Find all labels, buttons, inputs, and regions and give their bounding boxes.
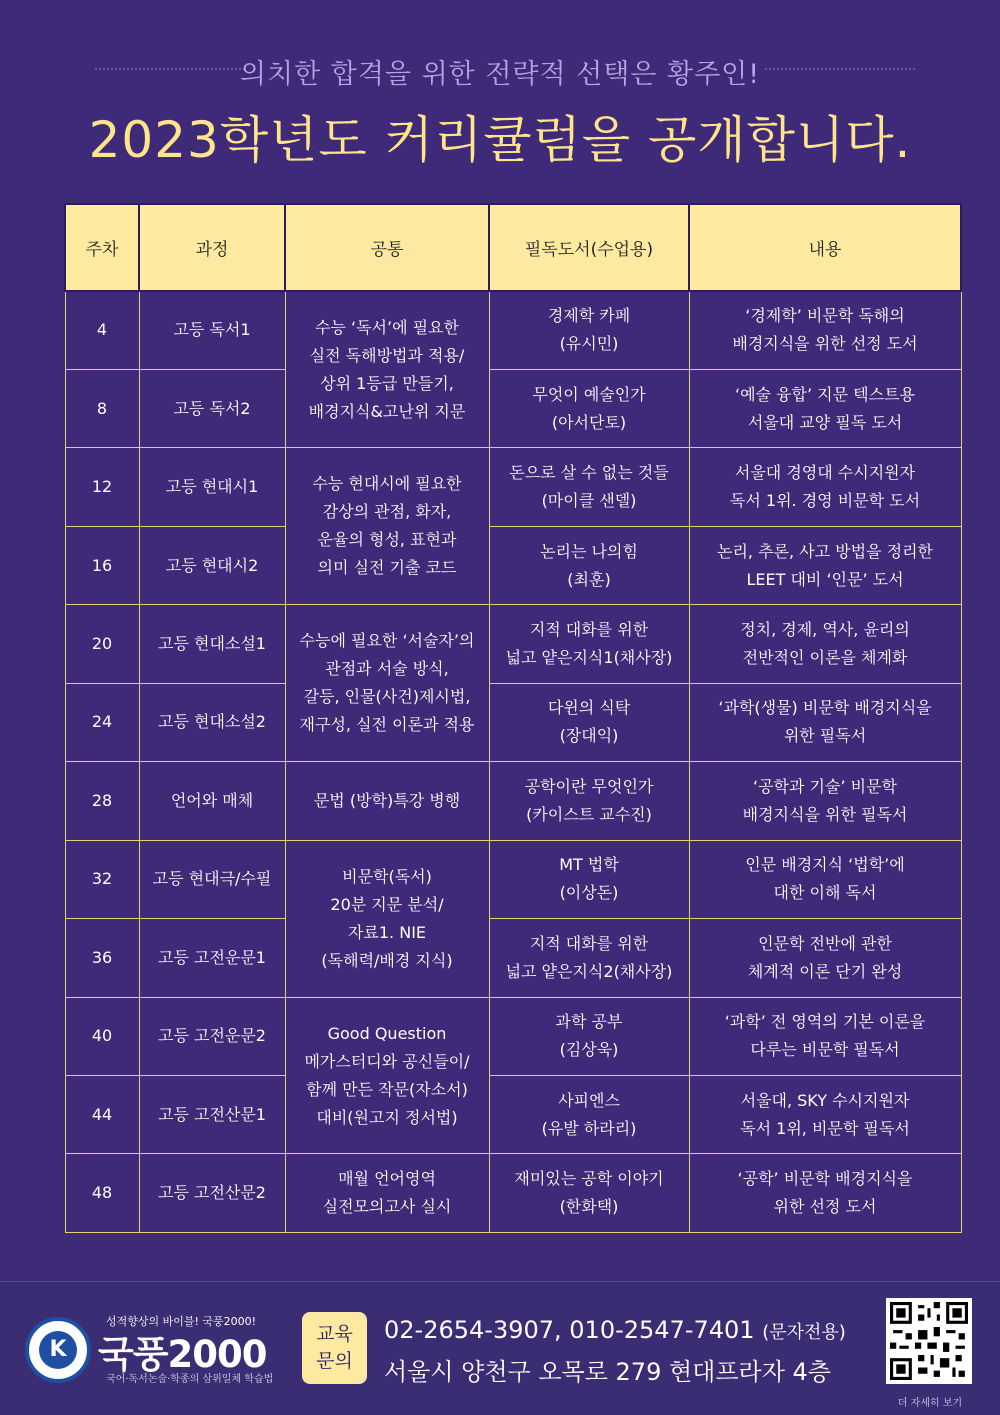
common-line: 운율의 형성, 표현과 — [317, 530, 457, 550]
common-cell — [285, 605, 489, 762]
book-line: 사피엔스 — [558, 1090, 620, 1110]
book-line: 경제학 카페 — [547, 306, 631, 326]
content-cell — [689, 369, 961, 447]
book-line: (한화택) — [559, 1197, 619, 1217]
qr-caption: 더 자세히 보기 — [897, 1398, 963, 1409]
week-cell: 4 — [65, 291, 139, 369]
common-cell — [285, 840, 489, 997]
book-line: (최훈) — [567, 569, 611, 589]
book-cell — [489, 919, 689, 997]
content-line: 독서 1위, 비문학 필독서 — [740, 1118, 910, 1138]
common-line: 갈등, 인물(사건)제시법, — [303, 687, 471, 707]
book-line: 지적 대화를 위한 — [529, 933, 649, 953]
common-line: 실전모의고사 실시 — [322, 1197, 452, 1217]
content-line: ‘공학’ 비문학 배경지식을 — [737, 1169, 913, 1189]
page-header — [0, 0, 1000, 200]
column-header-common: 공통 — [285, 204, 489, 291]
book-cell — [489, 840, 689, 918]
common-line: 문법 (방학)특강 병행 — [313, 790, 461, 810]
content-line: 정치, 경제, 역사, 윤리의 — [740, 620, 910, 640]
content-cell — [689, 762, 961, 840]
logo-emblem — [25, 1317, 91, 1383]
footer — [0, 1281, 1000, 1415]
table-row — [65, 919, 961, 997]
content-line: 대한 이해 독서 — [773, 883, 877, 903]
book-line: 공학이란 무엇인가 — [524, 776, 654, 796]
curriculum-table — [64, 203, 962, 1233]
course-cell: 고등 현대극/수필 — [139, 840, 285, 918]
content-cell — [689, 997, 961, 1075]
decorative-line-right — [765, 68, 915, 70]
phone-note: (문자전용) — [762, 1322, 846, 1343]
table-body — [65, 291, 961, 1233]
content-line: 다루는 비문학 필독서 — [750, 1040, 900, 1060]
content-line: 서울대 경영대 수시지원자 — [734, 463, 916, 483]
common-line: 재구성, 실전 이론과 적용 — [299, 715, 475, 735]
table-row — [65, 1154, 961, 1233]
content-line: 전반적인 이론을 체계화 — [742, 648, 908, 668]
content-line: ‘예술 융합’ 지문 텍스트용 — [735, 384, 915, 404]
week-cell: 16 — [65, 526, 139, 604]
common-line: 배경지식&고난위 지문 — [308, 401, 466, 421]
common-line: 수능에 필요한 ‘서술자’의 — [299, 631, 475, 651]
table-row — [65, 605, 961, 683]
week-cell: 24 — [65, 683, 139, 761]
table-row — [65, 762, 961, 840]
content-line: 서울대, SKY 수시지원자 — [740, 1090, 910, 1110]
column-header-book: 필독도서(수업용) — [489, 204, 689, 291]
book-line: 논리는 나의힘 — [540, 541, 638, 561]
content-line: 독서 1위. 경영 비문학 도서 — [729, 491, 921, 511]
book-cell — [489, 683, 689, 761]
book-line: 다윈의 식탁 — [547, 698, 631, 718]
content-line: 논리, 추론, 사고 방법을 정리한 — [717, 541, 933, 561]
book-line: (아서단토) — [551, 412, 627, 432]
book-line: 넓고 얕은지식1(채사장) — [505, 648, 673, 668]
course-cell: 언어와 매체 — [139, 762, 285, 840]
book-cell — [489, 448, 689, 526]
course-cell: 고등 고전산문1 — [139, 1076, 285, 1154]
content-cell — [689, 1154, 961, 1233]
course-cell: 고등 현대소설1 — [139, 605, 285, 683]
book-line: (카이스트 교수진) — [526, 804, 652, 824]
book-line: (장대익) — [559, 726, 619, 746]
book-cell — [489, 1076, 689, 1154]
week-cell: 8 — [65, 369, 139, 447]
week-cell: 32 — [65, 840, 139, 918]
phone-numbers — [384, 1316, 846, 1344]
table-row — [65, 683, 961, 761]
book-cell — [489, 605, 689, 683]
content-cell — [689, 919, 961, 997]
content-line: ‘과학’ 전 영역의 기본 이론을 — [724, 1012, 926, 1032]
column-header-week: 주차 — [65, 204, 139, 291]
content-line: 배경지식을 위한 필독서 — [742, 804, 908, 824]
common-line: 메가스터디와 공신들이/ — [304, 1051, 470, 1071]
book-cell — [489, 762, 689, 840]
course-cell: 고등 고전산문2 — [139, 1154, 285, 1233]
table-row — [65, 369, 961, 447]
table-row — [65, 448, 961, 526]
qr-code-icon — [890, 1302, 968, 1380]
common-line: 비문학(독서) — [342, 866, 432, 886]
book-cell — [489, 1154, 689, 1233]
phone-text: 02-2654-3907, 010-2547-7401 — [384, 1316, 755, 1344]
common-line: 수능 ‘독서’에 필요한 — [315, 317, 459, 337]
common-line: 대비(원고지 정서법) — [316, 1107, 458, 1127]
inquiry-label-line2: 문의 — [316, 1350, 353, 1372]
book-line: 지적 대화를 위한 — [529, 620, 649, 640]
book-line: 무엇이 예술인가 — [532, 384, 646, 404]
column-header-content: 내용 — [689, 204, 961, 291]
page-title: 2023학년도 커리큘럼을 공개합니다. — [88, 111, 912, 169]
content-line: ‘공학과 기술’ 비문학 — [753, 776, 897, 796]
content-line: 위한 선정 도서 — [773, 1197, 877, 1217]
column-header-course: 과정 — [139, 204, 285, 291]
content-line: 배경지식을 위한 선정 도서 — [732, 334, 918, 354]
book-line: 과학 공부 — [555, 1012, 623, 1032]
content-cell — [689, 840, 961, 918]
address: 서울시 양천구 오목로 279 현대프라자 4층 — [384, 1358, 831, 1386]
logo-k-icon: K — [39, 1331, 77, 1369]
content-line: LEET 대비 ‘인문’ 도서 — [746, 569, 904, 589]
book-line: (이상돈) — [559, 883, 619, 903]
week-cell: 12 — [65, 448, 139, 526]
page-subtitle: 의치한 합격을 위한 전략적 선택은 황주인! — [239, 59, 761, 90]
common-line: 20분 지문 분석/ — [330, 894, 444, 914]
logo-tagline: 성적향상의 바이블! 국풍2000! — [106, 1315, 257, 1328]
table-row — [65, 1076, 961, 1154]
content-line: 위한 필독서 — [783, 726, 867, 746]
week-cell: 40 — [65, 997, 139, 1075]
book-line: (김상욱) — [559, 1040, 619, 1060]
table-row — [65, 997, 961, 1075]
book-cell — [489, 369, 689, 447]
course-cell: 고등 현대소설2 — [139, 683, 285, 761]
book-line: MT 법학 — [559, 855, 619, 875]
common-line: 상위 1등급 만들기, — [320, 373, 454, 393]
common-cell — [285, 762, 489, 840]
course-cell: 고등 고전운문2 — [139, 997, 285, 1075]
course-cell: 고등 독서1 — [139, 291, 285, 369]
book-line: (마이클 샌델) — [541, 491, 637, 511]
content-cell — [689, 448, 961, 526]
inquiry-label-line1: 교육 — [316, 1323, 353, 1345]
inquiry-badge — [302, 1312, 367, 1384]
table-row — [65, 291, 961, 369]
content-cell — [689, 1076, 961, 1154]
book-cell — [489, 526, 689, 604]
common-line: Good Question — [327, 1023, 447, 1043]
qr-code[interactable] — [886, 1298, 972, 1384]
content-cell — [689, 291, 961, 369]
book-line: 돈으로 살 수 없는 것들 — [509, 463, 669, 483]
book-line: (유발 하라리) — [541, 1118, 637, 1138]
common-line: 의미 실전 기출 코드 — [317, 558, 457, 578]
week-cell: 44 — [65, 1076, 139, 1154]
logo-brand: 국풍2000 — [98, 1333, 267, 1376]
table-header-row — [65, 204, 961, 291]
logo-subtext: 국어·독서논술·학종의 삼위일체 학습법 — [106, 1374, 274, 1385]
table-row — [65, 840, 961, 918]
common-line: 수능 현대시에 필요한 — [312, 474, 462, 494]
content-line: 인문학 전반에 관한 — [758, 933, 892, 953]
common-cell — [285, 1154, 489, 1233]
common-cell — [285, 448, 489, 605]
week-cell: 28 — [65, 762, 139, 840]
content-line: ‘경제학’ 비문학 독해의 — [745, 306, 905, 326]
week-cell: 36 — [65, 919, 139, 997]
common-line: 감상의 관점, 화자, — [322, 502, 452, 522]
content-cell — [689, 605, 961, 683]
common-line: 매월 언어영역 — [338, 1169, 436, 1189]
content-cell — [689, 683, 961, 761]
common-line: 실전 독해방법과 적용/ — [309, 345, 465, 365]
common-line: 자료1. NIE — [347, 922, 427, 942]
common-cell — [285, 291, 489, 448]
content-line: 인문 배경지식 ‘법학’에 — [745, 855, 905, 875]
course-cell: 고등 현대시2 — [139, 526, 285, 604]
week-cell: 48 — [65, 1154, 139, 1233]
book-cell — [489, 291, 689, 369]
common-line: (독해력/배경 지식) — [321, 950, 453, 970]
content-line: 체계적 이론 단기 완성 — [747, 961, 903, 981]
book-line: 넓고 얕은지식2(채사장) — [505, 961, 673, 981]
content-line: ‘과학(생물) 비문학 배경지식을 — [718, 698, 932, 718]
common-line: 함께 만든 작문(자소서) — [306, 1079, 468, 1099]
book-line: (유시민) — [559, 334, 619, 354]
week-cell: 20 — [65, 605, 139, 683]
book-line: 재미있는 공학 이야기 — [514, 1169, 664, 1189]
table-row — [65, 526, 961, 604]
content-cell — [689, 526, 961, 604]
course-cell: 고등 현대시1 — [139, 448, 285, 526]
common-line: 관점과 서술 방식, — [325, 659, 449, 679]
content-line: 서울대 교양 필독 도서 — [747, 412, 903, 432]
book-cell — [489, 997, 689, 1075]
common-cell — [285, 997, 489, 1154]
course-cell: 고등 고전운문1 — [139, 919, 285, 997]
course-cell: 고등 독서2 — [139, 369, 285, 447]
